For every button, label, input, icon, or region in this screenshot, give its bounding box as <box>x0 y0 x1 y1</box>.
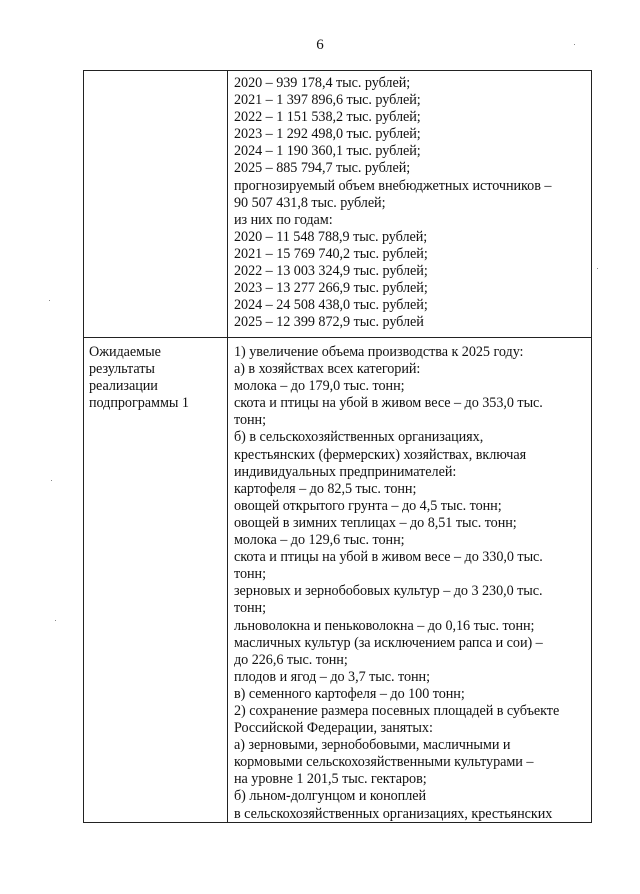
label-line: результаты <box>89 361 155 378</box>
text-line: б) в сельскохозяйственных организациях, <box>234 429 484 446</box>
text-line: молока – до 129,6 тыс. тонн; <box>234 532 405 549</box>
text-line: картофеля – до 82,5 тыс. тонн; <box>234 480 417 497</box>
text-line: тонн; <box>234 412 266 429</box>
text-line: прогнозируемый объем внебюджетных источников – <box>234 177 552 194</box>
text-line: 2022 – 1 151 538,2 тыс. рублей; <box>234 109 421 126</box>
text-line: 2) сохранение размера посевных площадей в субъекте <box>234 702 560 719</box>
text-line: 2023 – 1 292 498,0 тыс. рублей; <box>234 126 421 143</box>
label-line: реализации <box>89 378 158 395</box>
scan-speck <box>574 44 575 45</box>
text-line: 2020 – 11 548 788,9 тыс. рублей; <box>234 228 428 245</box>
text-line: на уровне 1 201,5 тыс. гектаров; <box>234 771 427 788</box>
text-line: б) льном-долгунцом и коноплей <box>234 788 427 805</box>
page-number: 6 <box>316 37 324 53</box>
scan-speck <box>49 300 50 301</box>
text-line: 2021 – 1 397 896,6 тыс. рублей; <box>234 92 421 109</box>
text-line: масличных культур (за исключением рапса и сои) – <box>234 634 543 651</box>
scan-speck <box>51 480 52 481</box>
row-divider <box>84 337 591 338</box>
text-line: Российской Федерации, занятых: <box>234 720 433 737</box>
text-line: из них по годам: <box>234 211 333 228</box>
text-line: льноволокна и пеньковолокна – до 0,16 тыс. тонн; <box>234 617 535 634</box>
text-line: в) семенного картофеля – до 100 тонн; <box>234 685 465 702</box>
label-line: подпрограммы 1 <box>89 395 189 412</box>
text-line: скота и птицы на убой в живом весе – до 330,0 тыс. <box>234 549 543 566</box>
text-line: крестьянских (фермерских) хозяйствах, включая <box>234 446 527 463</box>
text-line: зерновых и зернобобовых культур – до 3 230,0 тыс. <box>234 583 543 600</box>
label-line: Ожидаемые <box>89 344 161 360</box>
text-line: овощей открытого грунта – до 4,5 тыс. тонн; <box>234 497 502 514</box>
scan-speck <box>55 620 56 621</box>
text-line: 2024 – 1 190 360,1 тыс. рублей; <box>234 143 421 160</box>
text-line: тонн; <box>234 600 266 617</box>
text-line: а) в хозяйствах всех категорий: <box>234 361 421 378</box>
text-line: тонн; <box>234 566 266 583</box>
text-line: овощей в зимних теплицах – до 8,51 тыс. тонн; <box>234 514 517 531</box>
text-line: кормовыми сельскохозяйственными культурами – <box>234 754 534 771</box>
text-line: 2023 – 13 277 266,9 тыс. рублей; <box>234 280 428 297</box>
text-line: 2025 – 12 399 872,9 тыс. рублей <box>234 314 424 331</box>
expected-results-label <box>89 344 189 412</box>
text-line: 1) увеличение объема производства к 2025 году: <box>234 344 524 360</box>
text-line: в сельскохозяйственных организациях, крестьянских <box>234 805 553 822</box>
text-line: 2024 – 24 508 438,0 тыс. рублей; <box>234 297 428 314</box>
text-line: молока – до 179,0 тыс. тонн; <box>234 378 405 395</box>
expected-results-cell <box>234 344 559 823</box>
text-line: до 226,6 тыс. тонн; <box>234 651 348 668</box>
column-divider <box>227 71 228 822</box>
text-line: плодов и ягод – до 3,7 тыс. тонн; <box>234 668 430 685</box>
scan-speck <box>597 268 598 269</box>
text-line: 2021 – 15 769 740,2 тыс. рублей; <box>234 245 428 262</box>
text-line: 90 507 431,8 тыс. рублей; <box>234 194 386 211</box>
document-table <box>83 70 592 823</box>
text-line: а) зерновыми, зернобобовыми, масличными и <box>234 737 511 754</box>
text-line: 2020 – 939 178,4 тыс. рублей; <box>234 75 411 91</box>
financing-years-cell <box>234 75 551 331</box>
text-line: индивидуальных предпринимателей: <box>234 463 457 480</box>
text-line: 2022 – 13 003 324,9 тыс. рублей; <box>234 263 428 280</box>
text-line: 2025 – 885 794,7 тыс. рублей; <box>234 160 411 177</box>
text-line: скота и птицы на убой в живом весе – до 353,0 тыс. <box>234 395 543 412</box>
